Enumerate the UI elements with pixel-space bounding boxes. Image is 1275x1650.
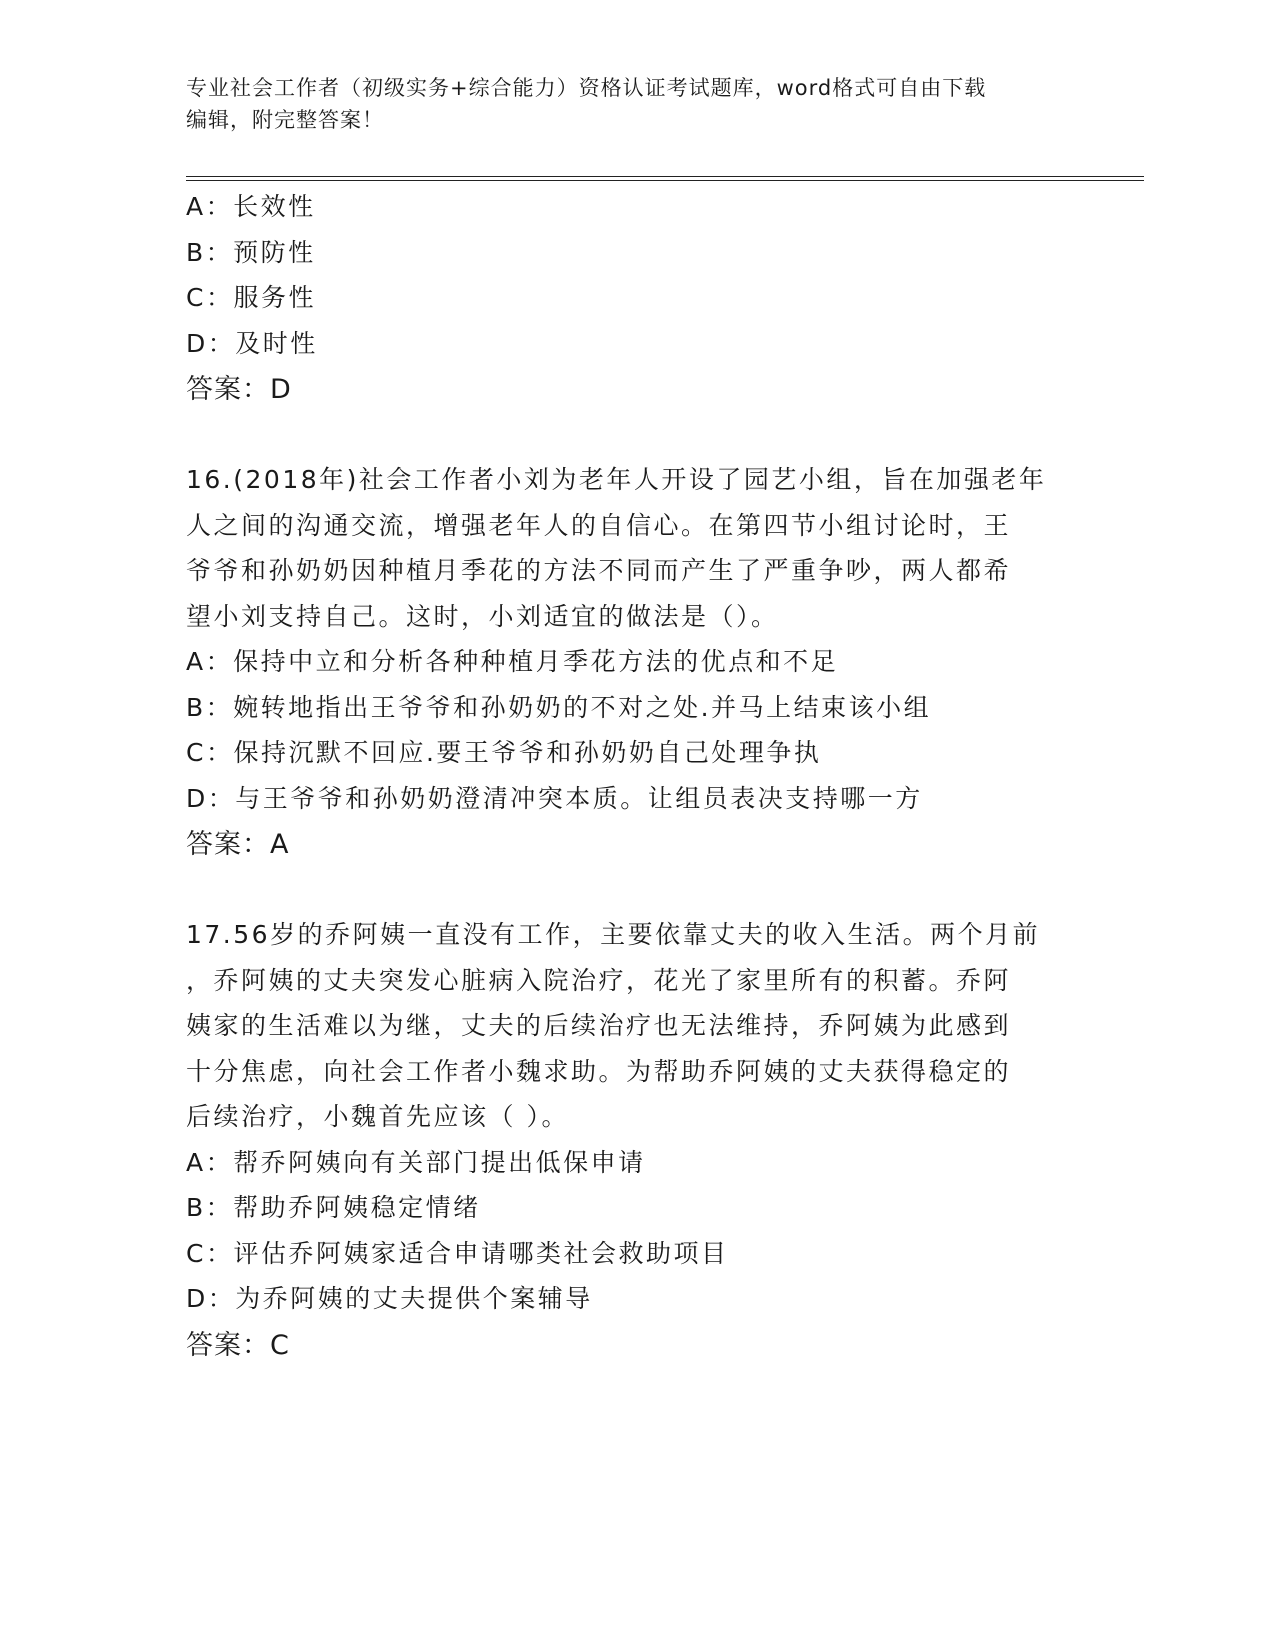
option-d: D：及时性: [186, 328, 318, 358]
option-c: C：评估乔阿姨家适合申请哪类社会救助项目: [186, 1238, 729, 1268]
question-stem-line: ，乔阿姨的丈夫突发心脏病入院治疗，花光了家里所有的积蓄。乔阿: [186, 965, 1012, 995]
option-a: A：长效性: [186, 192, 316, 221]
question-stem-line: 爷爷和孙奶奶因种植月季花的方法不同而产生了严重争吵，两人都希: [186, 556, 1012, 585]
header-line-1: 专业社会工作者（初级实务+综合能力）资格认证考试题库，word格式可自由下载: [186, 76, 987, 100]
option-c: C：保持沉默不回应.要王爷爷和孙奶奶自己处理争执: [186, 738, 822, 767]
answer-line: 答案：C: [186, 1329, 290, 1361]
option-d: D：为乔阿姨的丈夫提供个案辅导: [186, 1284, 593, 1313]
question-stem-line: 姨家的生活难以为继，丈夫的后续治疗也无法维持，乔阿姨为此感到: [186, 1011, 1012, 1040]
question-17: [186, 918, 1086, 1364]
document-body: [186, 190, 1086, 1364]
option-a: A：保持中立和分析各种种植月季花方法的优点和不足: [186, 647, 839, 676]
option-b: B：帮助乔阿姨稳定情绪: [186, 1193, 481, 1222]
question-stem-line: 16.(2018年)社会工作者小刘为老年人开设了园艺小组，旨在加强老年: [186, 465, 1047, 494]
option-b: B：婉转地指出王爷爷和孙奶奶的不对之处.并马上结束该小组: [186, 692, 932, 722]
option-d: D：与王爷爷和孙奶奶澄清冲突本质。让组员表决支持哪一方: [186, 783, 923, 813]
option-c: C：服务性: [186, 283, 316, 312]
header-line-2: 编辑，附完整答案！: [186, 108, 384, 132]
option-b: B：预防性: [186, 237, 316, 267]
question-stem-line: 后续治疗，小魏首先应该（ ）。: [186, 1102, 569, 1131]
question-stem-line: 人之间的沟通交流，增强老年人的自信心。在第四节小组讨论时，王: [186, 510, 1012, 540]
answer-line: 答案：A: [186, 829, 290, 860]
answer-line: 答案：D: [186, 374, 292, 405]
question-15-tail: [186, 190, 1086, 408]
page-header: [186, 72, 1086, 136]
header-divider: [186, 176, 1144, 181]
question-stem-line: 望小刘支持自己。这时，小刘适宜的做法是（）。: [186, 601, 779, 631]
question-stem-line: 17.56岁的乔阿姨一直没有工作，主要依靠丈夫的收入生活。两个月前: [186, 920, 1041, 949]
question-16: [186, 463, 1086, 863]
question-stem-line: 十分焦虑，向社会工作者小魏求助。为帮助乔阿姨的丈夫获得稳定的: [186, 1056, 1012, 1086]
option-a: A：帮乔阿姨向有关部门提出低保申请: [186, 1147, 646, 1177]
